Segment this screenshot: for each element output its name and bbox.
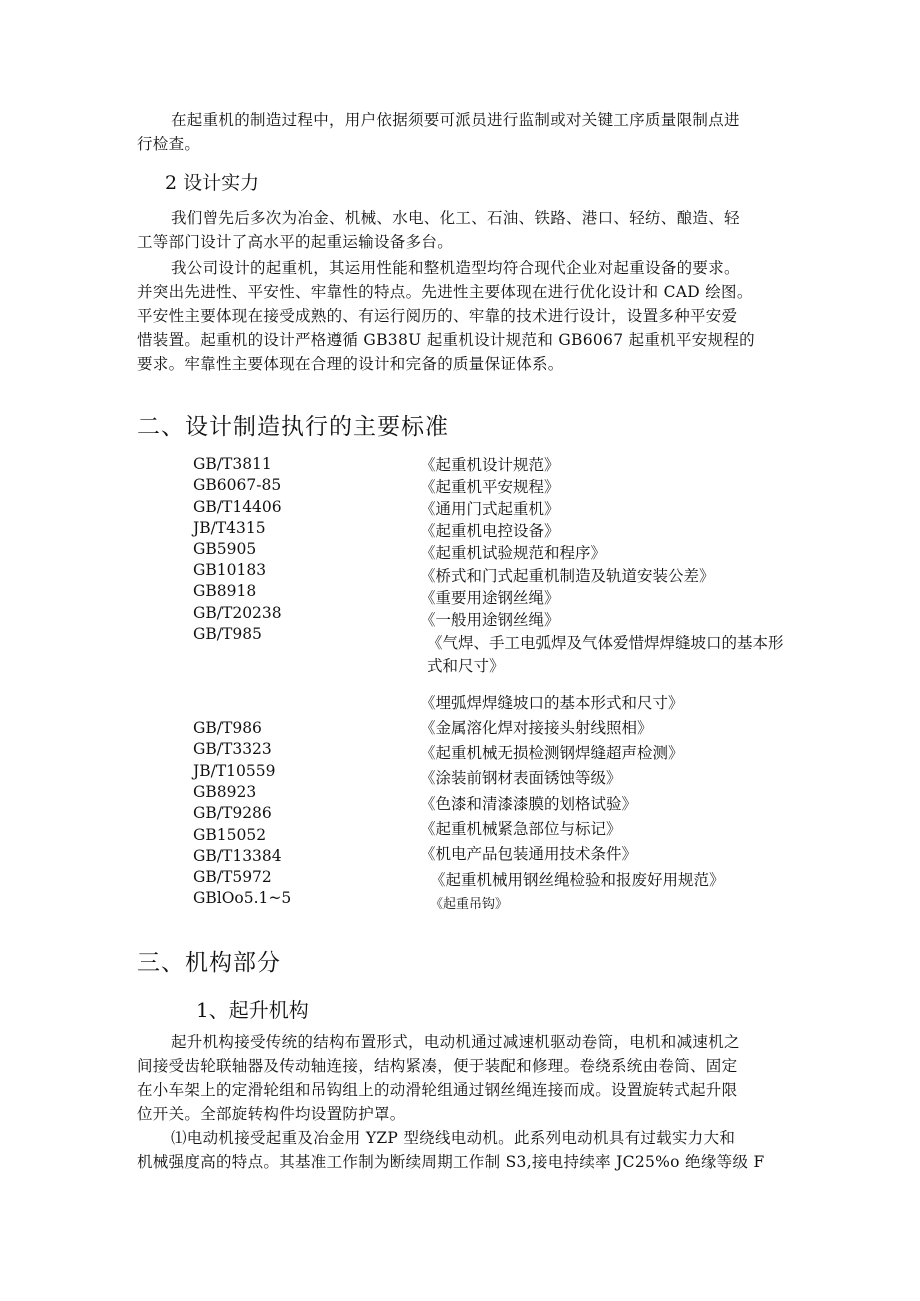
standard-title: 《重要用途钢丝绳》 [420,589,560,607]
standard-code: GB15052 [193,826,267,844]
para-line: 间接受齿轮联轴器及传动轴连接，结构紧凑，便于装配和修理。卷绕系统由卷筒、固定 [137,1057,738,1075]
para-line: 在小车架上的定滑轮组和吊钩组上的动滑轮组通过钢丝绳连接而成。设置旋转式起升限 [137,1081,738,1099]
standard-code: GB/T3323 [193,740,272,758]
standard-title: 《起重机试验规范和程序》 [420,544,607,562]
para-line: 工等部门设计了高水平的起重运输设备多台。 [137,233,454,251]
standard-code: GB8918 [193,582,257,600]
standard-code: GB/T14406 [193,498,282,516]
standard-title: 《一般用途钢丝绳》 [420,611,560,629]
intro-line-2: 行检查。 [137,135,201,153]
para-line: 起升机构接受传统的结构布置形式，电动机通过减速机驱动卷筒，电机和减速机之 [171,1033,740,1051]
standard-title: 《起重机械无损检测钢焊缝超声检测》 [420,744,684,762]
para-line: 要求。牢靠性主要体现在合理的设计和完备的质量保证体系。 [137,355,564,373]
para-line: 平安性主要体现在接受成熟的、有运行阅历的、牢靠的技术进行设计，设置多种平安爱 [137,307,738,325]
standard-title: 《气焊、手工电弧焊及气体爱惜焊焊缝坡口的基本形式和尺寸》 [427,634,784,675]
design-capability-paragraph-2 [137,256,787,376]
standard-title: 《金属溶化焊对接接头射线照相》 [420,719,653,737]
para-line: ⑴电动机接受起重及冶金用 YZP 型绕线电动机。此系列电动机具有过载实力大和 [171,1129,736,1147]
standard-title: 《埋弧焊焊缝坡口的基本形式和尺寸》 [420,694,684,712]
para-line: 位开关。全部旋转构件均设置防护罩。 [137,1105,406,1123]
hoisting-paragraph-1 [137,1030,787,1126]
standard-code: GBlOo5.1~5 [193,889,292,907]
standard-code: GB10183 [193,561,267,579]
standard-title: 《涂装前钢材表面锈蚀等级》 [420,769,622,787]
intro-paragraph [137,108,787,156]
intro-line-1: 在起重机的制造过程中，用户依据须要可派员进行监制或对关键工序质量限制点进 [171,111,740,129]
standard-title: 《起重吊钩》 [430,897,509,912]
standard-title: 《起重机械紧急部位与标记》 [420,820,622,838]
standard-title: 《起重机械用钢丝绳检验和报废好用规范》 [430,871,725,889]
standard-title: 《机电产品包装通用技术条件》 [420,845,638,863]
para-line: 惜装置。起重机的设计严格遵循 GB38U 起重机设计规范和 GB6067 起重机平安规程的 [137,331,755,349]
mechanism-heading: 三、机构部分 [137,950,281,976]
standard-title: 《起重机设计规范》 [420,456,560,474]
standard-code: GB/T5972 [193,868,272,886]
standard-title: 《通用门式起重机》 [420,500,560,518]
standard-code: GB/T13384 [193,847,282,865]
para-line: 我们曾先后多次为冶金、机械、水电、化工、石油、铁路、港口、轻纺、酿造、轻 [171,209,740,227]
standard-code: GB5905 [193,540,257,558]
standard-code: GB/T985 [193,625,262,643]
hoisting-mechanism-heading: 1、起升机构 [196,998,309,1022]
hoisting-paragraph-2 [137,1126,787,1174]
para-line: 并突出先进性、平安性、牢靠性的特点。先进性主要体现在进行优化设计和 CAD 绘图。 [137,283,753,301]
standard-title: 《起重机电控设备》 [420,522,560,540]
standard-code: GB6067-85 [193,476,282,494]
standards-heading: 二、设计制造执行的主要标准 [137,414,449,440]
standard-code: GB8923 [193,783,257,801]
design-capability-paragraph-1 [137,206,787,254]
standard-code: GB/T3811 [193,455,272,473]
standard-code: JB/T4315 [193,519,266,537]
standard-code: GB/T986 [193,719,262,737]
standard-title: 《起重机平安规程》 [420,478,560,496]
standard-code: GB/T9286 [193,804,272,822]
para-line: 我公司设计的起重机，其运用性能和整机造型均符合现代企业对起重设备的要求。 [171,259,740,277]
standard-title: 《桥式和门式起重机制造及轨道安装公差》 [420,567,715,585]
standard-title: 《色漆和清漆漆膜的划格试验》 [420,795,638,813]
section-2-heading: 2 设计实力 [165,172,260,194]
para-line: 机械强度高的特点。其基准工作制为断续周期工作制 S3,接电持续率 JC25%o 绝缘等级 F [137,1153,765,1171]
standard-code: JB/T10559 [193,762,276,780]
standard-code: GB/T20238 [193,604,282,622]
